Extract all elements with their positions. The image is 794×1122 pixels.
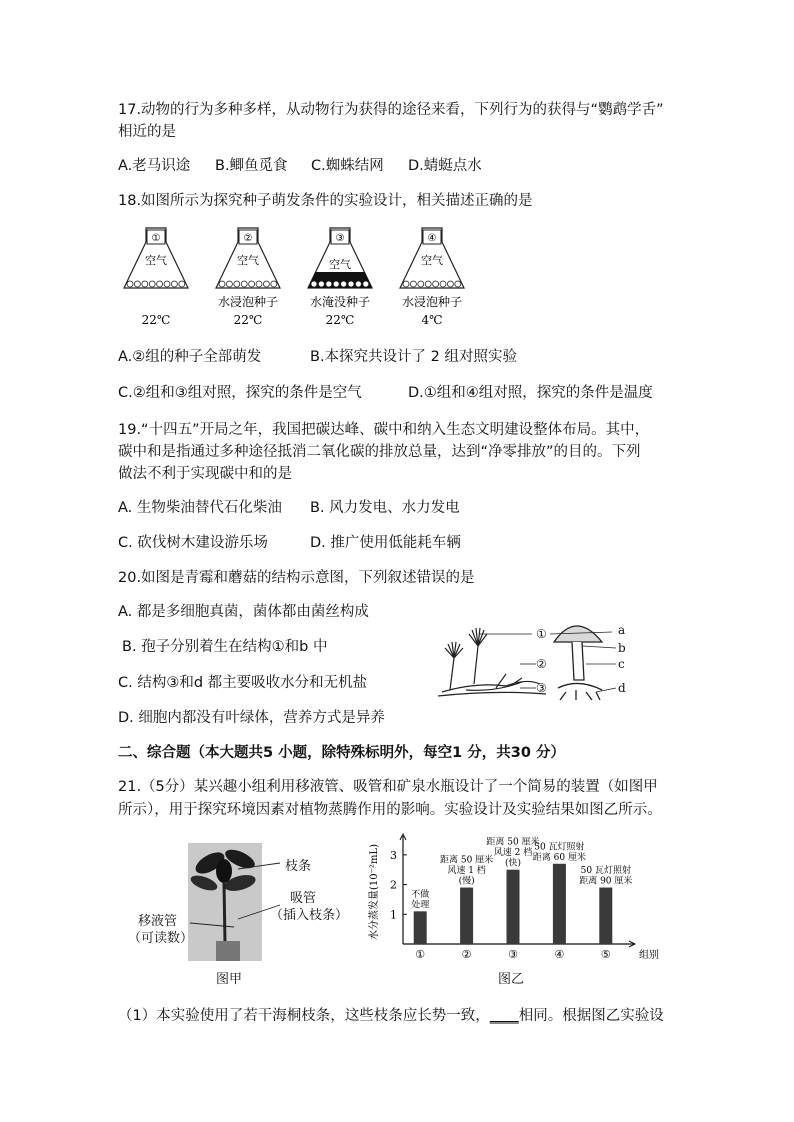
seed (219, 281, 225, 287)
flask-3 (308, 228, 372, 327)
seed (355, 281, 361, 287)
q21-stem-line2: 所示），用于探究环境因素对植物蒸腾作用的影响。实验设计及实验结果如图乙所示。 (118, 802, 662, 818)
fungi-label-c: c (618, 657, 625, 671)
label-pipette-2: （可读数） (128, 931, 194, 946)
seed (134, 281, 140, 287)
seed (425, 281, 431, 287)
seed (341, 281, 347, 287)
bar-annotation: 风速 2 档 (493, 848, 533, 859)
seed (363, 281, 369, 287)
seed (127, 281, 133, 287)
q17-option-a: A.老马识途 (118, 158, 191, 174)
flask-seed-label: 水淹没种子 (309, 295, 371, 309)
q17-stem-line1: 17.动物的行为多种多样，从动物行为获得的途径来看，下列行为的获得与“鹦鹉学舌” (118, 102, 664, 118)
seed (418, 281, 424, 287)
seed (440, 281, 446, 287)
flask-air-label: 空气 (145, 254, 167, 267)
q17-option-d: D.蜻蜓点水 (408, 158, 482, 174)
y-tick-label: 1 (390, 908, 397, 922)
x-tick-label: ⑤ (600, 948, 611, 961)
bar-annotation: 距离 50 厘米 (486, 837, 540, 848)
bar-annotation: (慢) (458, 876, 475, 887)
seed (164, 281, 170, 287)
q19-stem-line3: 做法不利于实现碳中和的是 (118, 466, 292, 482)
flask-number: ④ (427, 233, 437, 244)
label-pipette-1: 移液管 (138, 914, 178, 929)
y-tick-label: 2 (390, 878, 397, 892)
x-tick-label: ③ (508, 948, 518, 961)
q19-option-d: D. 推广使用低能耗车辆 (310, 535, 461, 551)
flask-temp-label: 22℃ (233, 313, 263, 327)
q18-flask-figure (118, 222, 478, 334)
seed (433, 281, 439, 287)
fungi-label-b: b (618, 641, 626, 655)
flask-temp-label: 22℃ (141, 313, 171, 327)
bar-1 (414, 911, 427, 944)
fungi-label-1: ① (536, 627, 547, 641)
fungi-label-a: a (618, 623, 626, 637)
seed (410, 281, 416, 287)
fungi-label-3: ③ (536, 681, 547, 695)
q18-stem: 18.如图所示为探究种子萌发条件的实验设计，相关描述正确的是 (118, 193, 533, 209)
q20-option-c: C. 结构③和d 都主要吸收水分和无机盐 (118, 675, 368, 691)
q19-option-b: B. 风力发电、水力发电 (310, 500, 460, 516)
seed (447, 281, 453, 287)
x-tick-label: ① (415, 948, 426, 961)
bar-annotation: (快) (504, 858, 522, 869)
label-straw-2: （插入枝条） (270, 908, 349, 923)
bar-annotation: 50 瓦灯照射 (534, 842, 585, 853)
seed (179, 281, 185, 287)
q17-option-c: C.蜘蛛结网 (311, 158, 384, 174)
q21-part1-text-a: （1）本实验使用了若干海桐枝条，这些枝条应长势一致， (118, 1008, 490, 1024)
q17-option-b: B.鲫鱼觅食 (215, 158, 288, 174)
seed (249, 281, 255, 287)
figure-yi-caption: 图乙 (498, 972, 525, 987)
bar-5 (599, 888, 612, 944)
seed (142, 281, 148, 287)
x-tick-label: ④ (554, 948, 565, 961)
q19-stem-line1: 19.“十四五”开局之年，我国把碳达峰、碳中和纳入生态文明建设整体布局。其中， (118, 422, 650, 438)
seed (256, 281, 262, 287)
seed (403, 281, 409, 287)
fungi-label-d: d (618, 681, 626, 695)
q19-stem-line2: 碳中和是指通过多种途径抵消二氧化碳的排放总量，达到“净零排放”的目的。下列 (118, 444, 641, 460)
seed (311, 281, 317, 287)
flask-seed-label: 水浸泡种子 (401, 295, 463, 309)
bar-2 (460, 888, 473, 944)
flask-water (308, 272, 372, 288)
q18-option-d: D.①组和④组对照，探究的条件是温度 (408, 385, 653, 401)
y-axis-label: 水分蒸发量(10⁻²mL) (369, 844, 380, 940)
bar-annotation: 距离 60 厘米 (532, 852, 586, 863)
flask-temp-label: 22℃ (325, 313, 355, 327)
bar-annotation: 50 瓦灯照射 (580, 866, 631, 877)
bar-4 (553, 864, 566, 944)
flask-air-label: 空气 (237, 254, 259, 267)
x-axis-label: 组别 (639, 950, 659, 961)
bar-annotation: 距离 90 厘米 (579, 876, 633, 887)
q21-part1-blank: ____ (489, 1008, 519, 1024)
seed (271, 281, 277, 287)
fungi-label-2: ② (536, 657, 547, 671)
bar-annotation: 风速 1 档 (447, 866, 486, 877)
q17-stem-line2: 相近的是 (118, 124, 176, 140)
seed (149, 281, 155, 287)
label-branch: 枝条 (285, 859, 312, 874)
section-title: 二、综合题（本大题共5 小题，除特殊标明外，每空1 分，共30 分） (118, 745, 565, 761)
label-straw-1: 吸管 (290, 891, 317, 906)
flask-air-label: 空气 (329, 258, 351, 271)
bar-annotation: 不做 (411, 889, 430, 900)
seed (326, 281, 332, 287)
q20-stem: 20.如图是青霉和蘑菇的结构示意图，下列叙述错误的是 (118, 570, 475, 586)
flask-seed-label: 水浸泡种子 (217, 295, 279, 309)
q21-part1-line (118, 1004, 664, 1025)
fungi-structure-figure (436, 612, 636, 702)
seed (263, 281, 269, 287)
flask-air-label: 空气 (421, 254, 443, 267)
seed (241, 281, 247, 287)
q19-option-a: A. 生物柴油替代石化柴油 (118, 500, 282, 516)
flask-number: ① (151, 233, 161, 244)
q20-option-b: B. 孢子分别着生在结构①和b 中 (122, 639, 328, 655)
bar-annotation: 处理 (411, 900, 430, 911)
q19-option-c: C. 砍伐树木建设游乐场 (118, 535, 268, 551)
seed (455, 281, 461, 287)
q18-option-b: B.本探究共设计了 2 组对照实验 (310, 349, 517, 365)
bar-annotation: 距离 50 厘米 (440, 855, 494, 866)
flask-2 (216, 228, 280, 327)
x-tick-label: ② (461, 948, 472, 961)
seed (171, 281, 177, 287)
q20-option-a: A. 都是多细胞真菌，菌体都由菌丝构成 (118, 604, 369, 620)
seed (157, 281, 163, 287)
flask-4 (400, 228, 464, 327)
q20-option-d: D. 细胞内都没有叶绿体，营养方式是异养 (118, 710, 385, 726)
q21-part1-text-b: 相同。根据图乙实验设 (518, 1008, 664, 1024)
flask-temp-label: 4℃ (421, 313, 443, 327)
seed (318, 281, 324, 287)
figure-jia-caption: 图甲 (216, 972, 243, 987)
seed (226, 281, 232, 287)
seed (333, 281, 339, 287)
q18-option-a: A.②组的种子全部萌发 (118, 349, 262, 365)
y-tick-label: 3 (390, 848, 397, 862)
seed (234, 281, 240, 287)
flask-number: ② (243, 233, 253, 244)
transpiration-bar-chart (365, 830, 665, 964)
flask-number: ③ (335, 233, 345, 244)
q21-stem-line1: 21.（5分）某兴趣小组利用移液管、吸管和矿泉水瓶设计了一个简易的装置（如图甲 (118, 779, 658, 795)
flask-1 (124, 228, 188, 327)
seed (348, 281, 354, 287)
bar-3 (507, 870, 520, 944)
q18-option-c: C.②组和③组对照，探究的条件是空气 (118, 385, 362, 401)
